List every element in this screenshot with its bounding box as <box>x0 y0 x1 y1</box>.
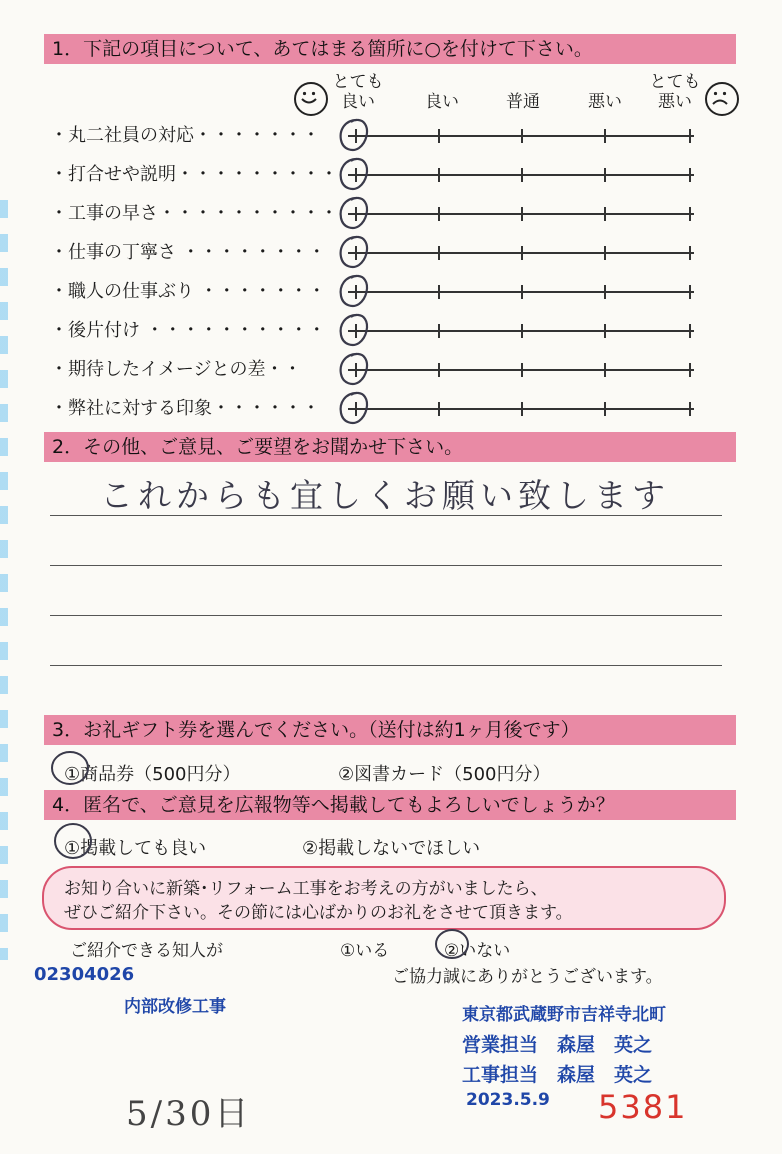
selection-circle-gift <box>48 748 92 788</box>
margin-strip <box>0 200 8 960</box>
referral-text-2: ぜひご紹介下さい。その節には心ばかりのお礼をさせて頂きます。 <box>64 903 573 923</box>
rating-item-label: ・丸二社員の対応・・・・・・・ <box>50 125 320 146</box>
column-average: 普通 <box>506 92 540 112</box>
handwritten-answer: これからも宜しくお願い致します <box>100 476 670 515</box>
rating-item-label: ・期待したイメージとの差・・ <box>50 359 302 380</box>
column-good: 良い <box>425 92 459 112</box>
survey-date: 2023.5.9 <box>466 1090 550 1110</box>
referral-option-2[interactable]: ②いない <box>444 941 511 961</box>
gift-option-2[interactable]: ②図書カード（500円分） <box>338 764 551 785</box>
rating-tick[interactable] <box>438 129 440 143</box>
rating-tick[interactable] <box>438 246 440 260</box>
rating-tick[interactable] <box>438 285 440 299</box>
rating-tick[interactable] <box>521 402 523 416</box>
rating-tick[interactable] <box>521 246 523 260</box>
rating-selection-circle <box>335 116 375 156</box>
rating-tick[interactable] <box>604 246 606 260</box>
sales-rep: 営業担当 森屋 英之 <box>462 1034 653 1056</box>
customer-code: 02304026 <box>34 964 135 985</box>
rating-tick[interactable] <box>604 402 606 416</box>
rating-selection-circle <box>335 350 375 390</box>
rating-selection-circle <box>335 155 375 195</box>
rating-tick[interactable] <box>689 324 691 338</box>
answer-line <box>50 615 722 616</box>
section1-heading: 1．下記の項目について、あてはまる箇所に○を付けて下さい。 <box>52 38 593 60</box>
rating-tick[interactable] <box>604 285 606 299</box>
rating-tick[interactable] <box>689 168 691 182</box>
rating-tick[interactable] <box>521 129 523 143</box>
frown-face-icon <box>705 82 739 116</box>
column-very-good: とても 良い <box>332 72 384 112</box>
section2-heading: 2．その他、ご意見、ご要望をお聞かせ下さい。 <box>52 436 464 458</box>
rating-selection-circle <box>335 194 375 234</box>
referral-question: ご紹介できる知人が <box>70 941 223 961</box>
rating-tick[interactable] <box>521 324 523 338</box>
referral-text-1: お知り合いに新築･リフォーム工事をお考えの方がいましたら、 <box>64 879 548 899</box>
rating-tick[interactable] <box>438 363 440 377</box>
rating-tick[interactable] <box>689 129 691 143</box>
rating-item-label: ・打合せや説明・・・・・・・・・ <box>50 164 338 185</box>
rating-tick[interactable] <box>521 285 523 299</box>
address: 東京都武蔵野市吉祥寺北町 <box>462 1005 666 1025</box>
referral-option-1[interactable]: ①いる <box>340 941 390 961</box>
handwritten-date: 5/30日 <box>126 1094 252 1134</box>
rating-item-label: ・工事の早さ・・・・・・・・・・ <box>50 203 338 224</box>
rating-tick[interactable] <box>604 363 606 377</box>
section4-heading: 4．匿名で、ご意見を広報物等へ掲載してもよろしいでしょうか？ <box>52 794 615 816</box>
rating-tick[interactable] <box>689 246 691 260</box>
column-bad: 悪い <box>588 92 622 112</box>
work-type: 内部改修工事 <box>124 997 226 1017</box>
column-very-bad: とても 悪い <box>649 72 701 112</box>
publish-option-1[interactable]: ①掲載しても良い <box>64 838 207 859</box>
rating-selection-circle <box>335 233 375 273</box>
rating-tick[interactable] <box>604 168 606 182</box>
answer-line <box>50 565 722 566</box>
rating-tick[interactable] <box>438 402 440 416</box>
answer-line <box>50 665 722 666</box>
selection-circle-publish <box>50 820 96 862</box>
rating-tick[interactable] <box>438 168 440 182</box>
rating-selection-circle <box>335 311 375 351</box>
thanks-text: ご協力誠にありがとうございます。 <box>392 967 663 987</box>
rating-tick[interactable] <box>689 402 691 416</box>
rating-tick[interactable] <box>689 363 691 377</box>
rating-tick[interactable] <box>521 363 523 377</box>
section3-heading: 3．お礼ギフト券を選んでください。（送付は約1ヶ月後です） <box>52 719 580 741</box>
rating-tick[interactable] <box>604 207 606 221</box>
publish-option-2[interactable]: ②掲載しないでほしい <box>302 838 481 859</box>
work-rep: 工事担当 森屋 英之 <box>462 1064 653 1086</box>
rating-tick[interactable] <box>689 207 691 221</box>
rating-selection-circle <box>335 272 375 312</box>
rating-tick[interactable] <box>604 129 606 143</box>
rating-tick[interactable] <box>521 168 523 182</box>
answer-line <box>50 515 722 516</box>
gift-option-1[interactable]: ①商品券（500円分） <box>64 764 241 785</box>
rating-tick[interactable] <box>438 207 440 221</box>
rating-item-label: ・後片付け ・・・・・・・・・・ <box>50 320 326 341</box>
selection-circle-referral <box>430 926 472 962</box>
rating-tick[interactable] <box>604 324 606 338</box>
rating-item-label: ・仕事の丁寧さ ・・・・・・・・ <box>50 242 326 263</box>
rating-tick[interactable] <box>689 285 691 299</box>
rating-tick[interactable] <box>438 324 440 338</box>
rating-tick[interactable] <box>521 207 523 221</box>
rating-item-label: ・職人の仕事ぶり ・・・・・・・ <box>50 281 326 302</box>
handwritten-number: 5381 <box>598 1088 688 1126</box>
rating-selection-circle <box>335 389 375 429</box>
rating-item-label: ・弊社に対する印象・・・・・・ <box>50 398 320 419</box>
